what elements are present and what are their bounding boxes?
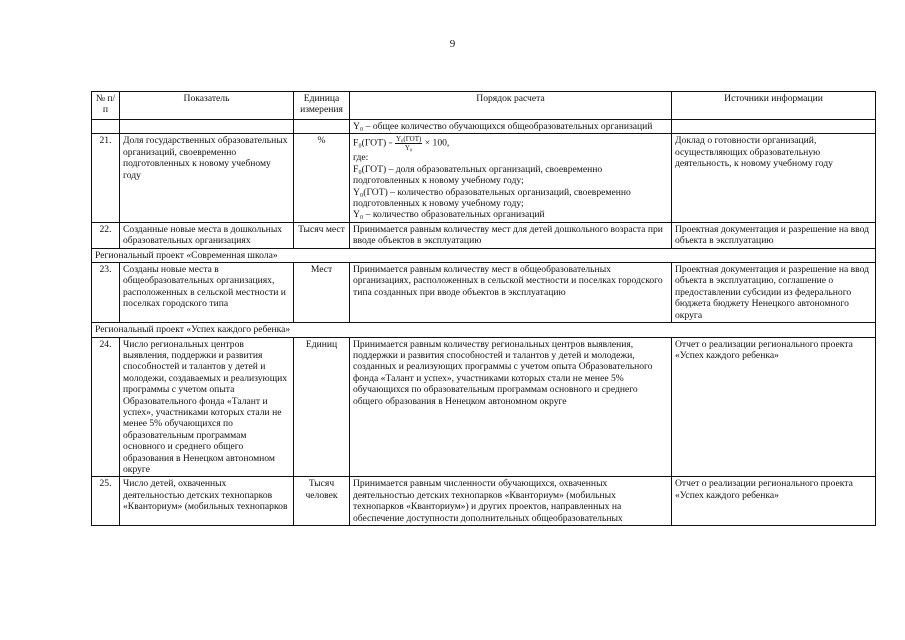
header-num: № п/п [92, 92, 120, 120]
row-number: 22. [92, 222, 120, 248]
section-row-modern-school [92, 248, 876, 262]
table-row-23 [92, 263, 876, 323]
unit-cell: Тысяч мест [294, 222, 350, 248]
formula-denominator: Y₀ [404, 144, 413, 153]
table-row-25 [92, 477, 876, 526]
header-indicator: Показатель [120, 92, 294, 120]
sources-cell: Проектная документация и разрешение на ввод объекта в эксплуатацию [672, 222, 876, 248]
formula-lhs: F₀(ГОТ) [353, 138, 387, 150]
indicator-cell: Число детей, охваченных деятельностью детских технопарков «Кванториум» (мобильных технопарков [120, 477, 294, 526]
definition-1: F₀(ГОТ) – доля образовательных организаций, своевременно подготовленных к новому учебному году; [353, 163, 603, 187]
indicator-cell: Число региональных центров выявления, поддержки и развития способностей и талантов у детей и молодежи, создаваемых и реализующих программы с учетом опыта Образовательного фонда «Талант и успех», участниками которых стали не менее 5% обучающихся по образовательным программам основного и среднего общего образования в Ненецком автономном округе [120, 337, 294, 477]
page-number: 9 [449, 38, 456, 50]
sources-cell: Отчет о реализации регионального проекта «Успех каждого ребенка» [672, 337, 876, 477]
formula-numerator: Y₀(ГОТ) [395, 135, 422, 144]
indicators-table [91, 91, 876, 526]
sources-cell: Проектная документация и разрешение на ввод объекта в эксплуатацию, соглашение о предоставлении субсидии из федерального бюджета бюджету Ненецкого автономного округа [672, 263, 876, 323]
header-unit: Единица измерения [294, 92, 350, 120]
table-header-row [92, 92, 876, 120]
definition-2: Y₀(ГОТ) – количество образовательных организаций, своевременно подготовленных к новому учебному году; [353, 186, 631, 210]
unit-cell: Единиц [294, 337, 350, 477]
unit-cell: % [294, 134, 350, 222]
row-number: 25. [92, 477, 120, 526]
section-title: Региональный проект «Современная школа» [92, 248, 876, 262]
indicator-cell: Созданные новые места в дошкольных образовательных организациях [120, 222, 294, 248]
table-row-21 [92, 134, 876, 222]
table-row-22 [92, 222, 876, 248]
header-method: Порядок расчета [350, 92, 672, 120]
method-cell [350, 134, 672, 222]
sources-cell: Доклад о готовности организаций, осуществляющих образовательную деятельность, к новому учебному году [672, 134, 876, 222]
formula [353, 135, 668, 152]
where-label: где: [353, 152, 369, 164]
indicator-cell: Созданы новые места в общеобразовательных организациях, расположенных в сельской местности и поселках городского типа [120, 263, 294, 323]
method-cell: Принимается равным количеству региональных центров выявления, поддержки и развития способностей и талантов у детей и молодежи, созданных и реализующих программы с учетом опыта Образовательного фонда «Талант и успех», участниками которых стали не менее 5% обучающихся по образовательным программам основного и среднего общего образования в Ненецком автономном округе [350, 337, 672, 477]
definition-3: Y₀ – количество образовательных организаций [353, 209, 545, 221]
unit-cell: Мест [294, 263, 350, 323]
table-row-continuation [92, 120, 876, 134]
method-cell: Принимается равным численности обучающихся, охваченных деятельностью детских технопарков «Кванториум» (мобильных технопарков «Кванториум») и других проектов, направленных на обеспечение доступности дополнительных общеобразовательных [350, 477, 672, 526]
row-number: 24. [92, 337, 120, 477]
section-title: Региональный проект «Успех каждого ребенка» [92, 323, 876, 337]
section-row-success-child [92, 323, 876, 337]
continuation-method: Y₀ – общее количество обучающихся общеобразовательных организаций [350, 120, 672, 134]
method-cell: Принимается равным количеству мест для детей дошкольного возраста при вводе объектов в эксплуатацию [350, 222, 672, 248]
formula-equals: = [388, 140, 393, 149]
indicator-cell: Доля государственных образовательных организаций, своевременно подготовленных к новому учебному году [120, 134, 294, 222]
header-sources: Источники информации [672, 92, 876, 120]
unit-cell: Тысяч человек [294, 477, 350, 526]
row-number: 23. [92, 263, 120, 323]
formula-fraction [395, 135, 422, 152]
sources-cell: Отчет о реализации регионального проекта «Успех каждого ребенка» [672, 477, 876, 526]
formula-rest: × 100, [424, 138, 450, 150]
row-number: 21. [92, 134, 120, 222]
method-cell: Принимается равным количеству мест в общеобразовательных организациях, расположенных в сельской местности и поселках городского типа созданных при вводе объектов в эксплуатацию [350, 263, 672, 323]
table-row-24 [92, 337, 876, 477]
